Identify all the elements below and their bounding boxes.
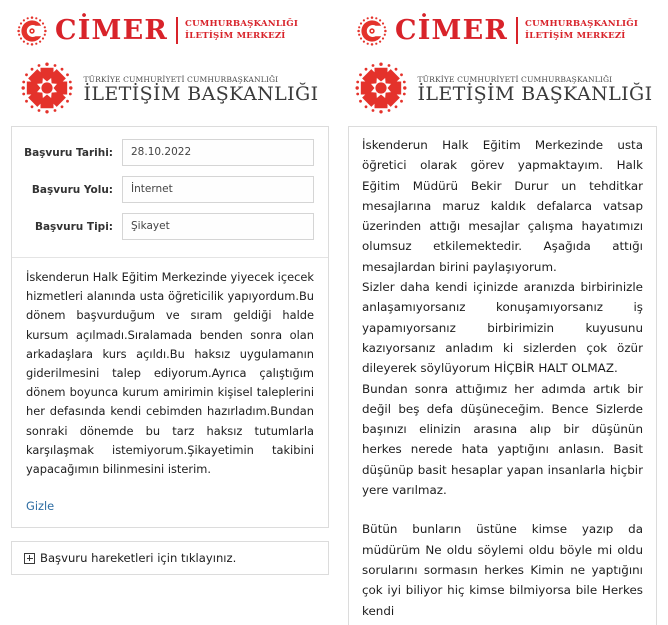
cimer-divider — [176, 17, 178, 44]
response-body-text — [349, 127, 656, 621]
application-actions-expander[interactable] — [11, 541, 329, 575]
iletisim-baskanligi-header — [0, 52, 340, 126]
response-paragraph-4: Bütün bunların üstüne kimse yazıp da müdürüm Ne oldu söylemi oldu böyle mi oldu sorularını sormasın herkes Kimin ne yaptığını çok iyi biliyor hiç kimse bilmiyorsa bile Herkes kendi — [362, 522, 643, 618]
iletisim-baskanligi-text-right — [417, 76, 652, 105]
application-actions-label: Başvuru hareketleri için tıklayınız. — [40, 551, 237, 566]
cimer-subtitle — [185, 19, 298, 42]
emblem-main-line: İLETİŞİM BAŞKANLIĞI — [83, 83, 319, 106]
value-basvuru-tipi: Şikayet — [122, 213, 314, 240]
turkiye-rosette-emblem-icon-right — [355, 62, 407, 118]
iletisim-baskanligi-text — [83, 76, 318, 105]
cimer-logo-icon-right — [356, 15, 388, 47]
field-row-basvuru-tipi — [12, 208, 328, 245]
hide-link[interactable]: Gizle — [26, 499, 55, 514]
response-paragraph-3: Bundan sonra attığımız her adımda artık bir değil beş defa düşüneceğim. Bence Sizlerde başınızı elinizin arasına alıp bir düşünün herkes nerede hata yaptığını anlasın. Basit düşünüp basit hesaplar yapan insanlarla hiçbir yere varılmaz. — [362, 381, 643, 498]
emblem-main-line-right: İLETİŞİM BAŞKANLIĞI — [417, 83, 653, 106]
right-panel — [340, 0, 668, 625]
emblem-top-line-right: TÜRKİYE CUMHURİYETİ CUMHURBAŞKANLIĞI — [417, 74, 613, 84]
cimer-subtitle-line2: İLETİŞİM MERKEZİ — [185, 30, 286, 41]
application-detail-card — [11, 126, 329, 528]
plus-box-icon — [24, 553, 35, 564]
cimer-header — [0, 0, 340, 52]
response-detail-card — [348, 126, 657, 625]
application-body-text: İskenderun Halk Eğitim Merkezinde yiyecek içecek hizmetleri alanında usta öğreticilik yapıyordum.Bu dönem başvurduğum ve sıram geldiği halde kursum açılmadı.Sıralamada benden sonra olan arkadaşlara kurs açıldı.Bu haksız uygulamanın giderilmesini talep ediyorum.Ayrıca çalıştığım dönem boyunca kurum amirimin kişisel taleplerini her defasında kendi cebimden hazırladım.Bundan sonraki dönemde bu tarz haksız tutumlarla karşılaşmak istemiyorum.Şikayetimin takibini yapacağımın bilinmesini isterim. — [26, 270, 314, 477]
emblem-top-line: TÜRKİYE CUMHURİYETİ CUMHURBAŞKANLIĞI — [83, 74, 279, 84]
label-basvuru-yolu: Başvuru Yolu: — [31, 183, 113, 196]
cimer-wordmark: CİMER — [55, 15, 169, 46]
response-paragraph-2: Sizler daha kendi içinizde aranızda birbirinizle anlaşamıyorsanız konuşamıyorsanız iş yapamıyorsanız birbirimizin kuyusunu kazıyorsanız anladım ki sizlerden çok özür dileyerek söylüyorum HİÇBİR HALT OLMAZ. — [362, 280, 643, 376]
iletisim-baskanligi-header-right — [340, 52, 668, 126]
cimer-subtitle-right — [525, 19, 638, 42]
cimer-subtitle-right-line2: İLETİŞİM MERKEZİ — [525, 30, 626, 41]
field-row-basvuru-yolu — [12, 171, 328, 208]
label-basvuru-tarihi: Başvuru Tarihi: — [24, 146, 113, 159]
cimer-subtitle-line1: CUMHURBAŞKANLIĞI — [185, 19, 299, 30]
value-basvuru-yolu: İnternet — [122, 176, 314, 203]
value-basvuru-tarihi: 28.10.2022 — [122, 139, 314, 166]
turkiye-rosette-emblem-icon — [21, 62, 73, 118]
paragraph-spacer — [362, 500, 643, 519]
cimer-wordmark-right: CİMER — [395, 15, 509, 46]
cimer-divider-right — [516, 17, 518, 44]
response-paragraph-1: İskenderun Halk Eğitim Merkezinde usta öğretici olarak görev yapmaktayım. Halk Eğitim Müdürü Bekir Durur un tehditkar mesajlarına maruz kaldık defalarca vatsap üzerinden attığı mesajlar çalışma hayatımızı olumsuz etkilemektedir. Aşağıda attığı mesajlardan birini paylaşıyorum. — [362, 138, 643, 274]
label-basvuru-tipi: Başvuru Tipi: — [34, 220, 113, 233]
cimer-header-right — [340, 0, 668, 52]
cimer-subtitle-right-line1: CUMHURBAŞKANLIĞI — [525, 19, 639, 30]
cimer-logo-icon — [16, 15, 48, 47]
field-row-basvuru-tarihi — [12, 127, 328, 171]
